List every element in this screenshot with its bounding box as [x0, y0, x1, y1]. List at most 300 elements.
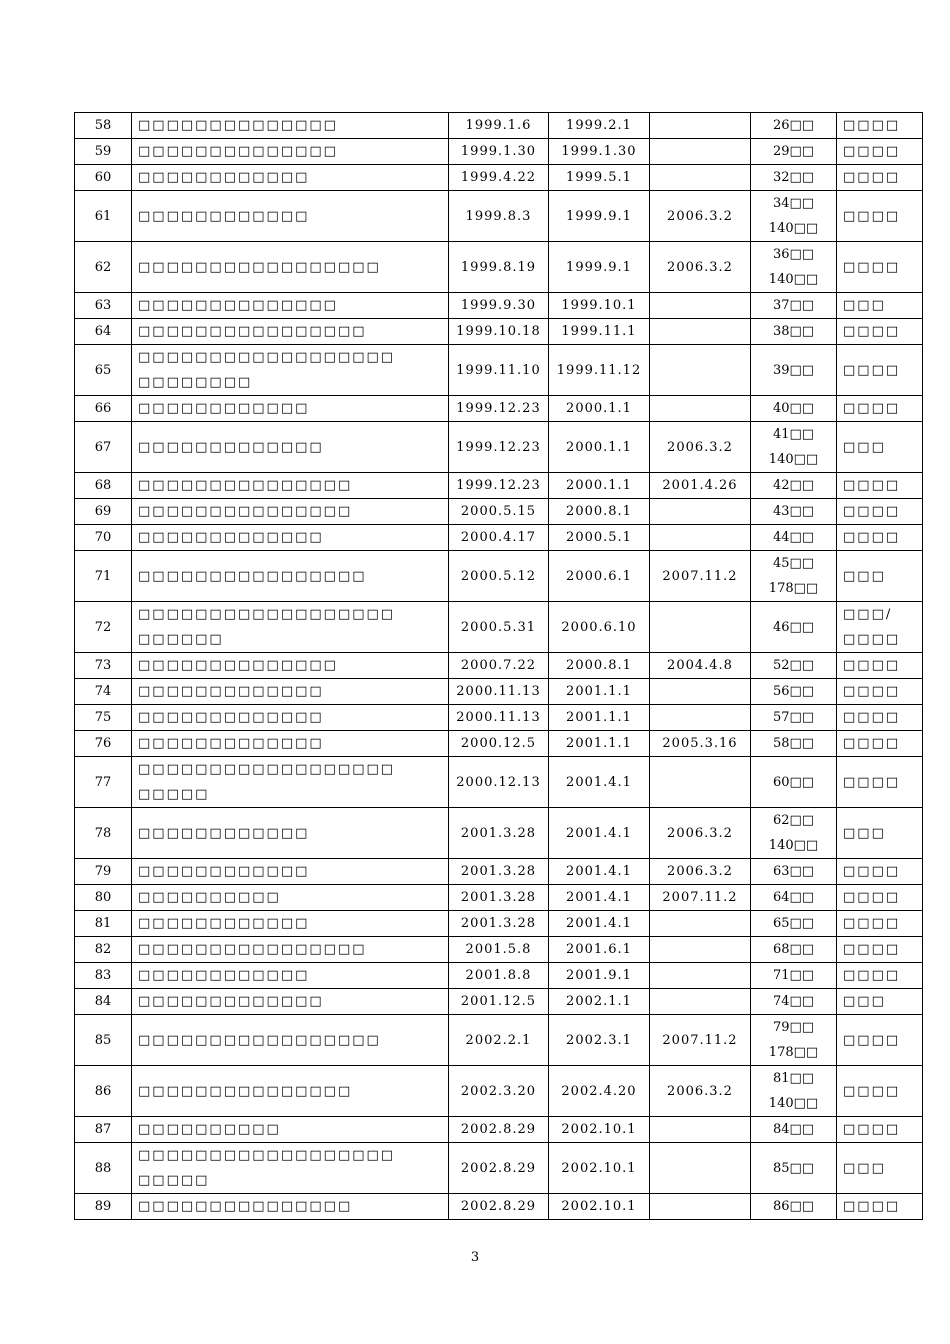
- document-number: [751, 911, 837, 937]
- effective-date: 2000.5.1: [549, 525, 650, 551]
- issued-date: 1999.1.6: [449, 113, 549, 139]
- document-number-line: 84□□: [772, 1122, 815, 1137]
- issued-date: 2001.8.8: [449, 963, 549, 989]
- amended-date: [650, 113, 751, 139]
- status-text: [837, 911, 923, 937]
- status-text-line: □□□: [843, 298, 886, 313]
- document-number-line: 34□□: [772, 196, 815, 211]
- effective-date: 2001.4.1: [549, 757, 650, 808]
- row-number: 73: [75, 653, 132, 679]
- document-number: [751, 731, 837, 757]
- issued-date: 2001.3.28: [449, 808, 549, 859]
- regulation-title: [132, 885, 449, 911]
- document-number-line: 56□□: [772, 684, 815, 699]
- issued-date: 2000.5.12: [449, 551, 549, 602]
- issued-date: 2000.11.13: [449, 679, 549, 705]
- regulation-title: [132, 859, 449, 885]
- regulation-title: [132, 1194, 449, 1220]
- row-number: 89: [75, 1194, 132, 1220]
- status-text: [837, 525, 923, 551]
- status-text: [837, 602, 923, 653]
- status-text-line: □□□: [843, 1160, 886, 1176]
- document-number-line: 178□□: [768, 581, 819, 596]
- document-number-line: 39□□: [772, 362, 815, 378]
- status-text: [837, 859, 923, 885]
- amended-date: [650, 989, 751, 1015]
- table-row: [75, 319, 923, 345]
- document-number-line: 85□□: [772, 1160, 815, 1176]
- regulation-title-line: □□□□□□□□□□□□□□: [138, 144, 338, 159]
- issued-date: 2002.8.29: [449, 1117, 549, 1143]
- document-number-line: 63□□: [772, 864, 815, 879]
- document-number: [751, 396, 837, 422]
- status-text: [837, 1143, 923, 1194]
- document-number-line: 74□□: [772, 994, 815, 1009]
- regulation-title: [132, 499, 449, 525]
- regulation-title-line: □□□□□: [138, 1173, 210, 1188]
- amended-date: [650, 525, 751, 551]
- regulation-title-line: □□□□□□□□□□□□□□□: [138, 1083, 353, 1099]
- row-number: 68: [75, 473, 132, 499]
- regulation-title-line: □□□□□□□□□□□□□□: [138, 658, 338, 673]
- row-number: 78: [75, 808, 132, 859]
- document-number: [751, 165, 837, 191]
- document-number-line: 86□□: [772, 1199, 815, 1214]
- document-number-line: 41□□: [772, 427, 815, 442]
- issued-date: 1999.10.18: [449, 319, 549, 345]
- row-number: 84: [75, 989, 132, 1015]
- document-number: [751, 989, 837, 1015]
- status-text: [837, 345, 923, 396]
- status-text: [837, 113, 923, 139]
- table-row: [75, 731, 923, 757]
- status-text: [837, 963, 923, 989]
- table-row: [75, 653, 923, 679]
- table-row: [75, 963, 923, 989]
- issued-date: 2001.3.28: [449, 885, 549, 911]
- regulation-title: [132, 757, 449, 808]
- row-number: 79: [75, 859, 132, 885]
- regulation-title-line: □□□□□□: [138, 632, 224, 647]
- document-number: [751, 1194, 837, 1220]
- document-number: [751, 139, 837, 165]
- amended-date: [650, 293, 751, 319]
- page-number: 3: [470, 1250, 480, 1265]
- effective-date: 2001.1.1: [549, 731, 650, 757]
- amended-date: [650, 911, 751, 937]
- document-number: [751, 1066, 837, 1117]
- regulation-title-line: □□□□□□□□□□□□: [138, 401, 310, 416]
- status-text: [837, 937, 923, 963]
- issued-date: 2000.5.31: [449, 602, 549, 653]
- row-number: 76: [75, 731, 132, 757]
- regulation-title-line: □□□□□□□□: [138, 375, 253, 390]
- regulation-title-line: □□□□□□□□□□□□□□□□□□: [138, 607, 396, 622]
- document-number-line: 64□□: [772, 890, 815, 905]
- status-text-line: □□□□: [843, 324, 901, 339]
- document-number-line: 52□□: [772, 658, 815, 673]
- document-number-line: 140□□: [768, 221, 819, 236]
- status-text-line: □□□□: [843, 942, 901, 957]
- status-text: [837, 1066, 923, 1117]
- amended-date: [650, 602, 751, 653]
- amended-date: [650, 1143, 751, 1194]
- effective-date: 1999.2.1: [549, 113, 650, 139]
- document-number: [751, 191, 837, 242]
- table-row: [75, 679, 923, 705]
- document-number-line: 71□□: [772, 968, 815, 983]
- amended-date: 2007.11.2: [650, 885, 751, 911]
- row-number: 88: [75, 1143, 132, 1194]
- effective-date: 1999.11.12: [549, 345, 650, 396]
- effective-date: 2001.4.1: [549, 885, 650, 911]
- regulation-title-line: □□□□□□□□□□□□□□□□□□: [138, 762, 396, 777]
- document-number: [751, 242, 837, 293]
- status-text: [837, 396, 923, 422]
- status-text-line: □□□: [843, 439, 886, 455]
- row-number: 87: [75, 1117, 132, 1143]
- regulation-title-line: □□□□□□□□□□□□: [138, 825, 310, 841]
- regulation-title: [132, 937, 449, 963]
- effective-date: 2002.3.1: [549, 1015, 650, 1066]
- document-number: [751, 859, 837, 885]
- table-row: [75, 293, 923, 319]
- regulation-title-line: □□□□□□□□□□□□: [138, 864, 310, 879]
- regulation-title: [132, 422, 449, 473]
- table-row: [75, 191, 923, 242]
- regulation-title-line: □□□□□□□□□□□□□: [138, 736, 324, 751]
- amended-date: [650, 705, 751, 731]
- status-text-line: □□□□: [843, 259, 901, 275]
- regulation-title-line: □□□□□□□□□□□□: [138, 208, 310, 224]
- document-number-line: 58□□: [772, 736, 815, 751]
- regulation-title: [132, 808, 449, 859]
- effective-date: 2001.4.1: [549, 911, 650, 937]
- issued-date: 1999.12.23: [449, 396, 549, 422]
- row-number: 85: [75, 1015, 132, 1066]
- document-number: [751, 602, 837, 653]
- table-row: [75, 396, 923, 422]
- table-row: [75, 165, 923, 191]
- issued-date: 2000.5.15: [449, 499, 549, 525]
- effective-date: 2000.6.1: [549, 551, 650, 602]
- status-text: [837, 422, 923, 473]
- regulation-title: [132, 602, 449, 653]
- row-number: 83: [75, 963, 132, 989]
- document-number-line: 43□□: [772, 504, 815, 519]
- amended-date: [650, 757, 751, 808]
- row-number: 63: [75, 293, 132, 319]
- status-text: [837, 705, 923, 731]
- effective-date: 1999.9.1: [549, 242, 650, 293]
- status-text: [837, 242, 923, 293]
- issued-date: 1999.8.19: [449, 242, 549, 293]
- effective-date: 1999.10.1: [549, 293, 650, 319]
- document-number-line: 140□□: [768, 272, 819, 287]
- table-row: [75, 757, 923, 808]
- row-number: 64: [75, 319, 132, 345]
- regulation-title-line: □□□□□□□□□□□□□□□□□□: [138, 350, 396, 365]
- regulation-title: [132, 1015, 449, 1066]
- issued-date: 2001.5.8: [449, 937, 549, 963]
- amended-date: [650, 139, 751, 165]
- status-text-line: □□□□: [843, 401, 901, 416]
- document-number: [751, 757, 837, 808]
- document-number-line: 37□□: [772, 298, 815, 313]
- status-text-line: □□□□: [843, 170, 901, 185]
- table-row: [75, 422, 923, 473]
- regulation-title: [132, 525, 449, 551]
- effective-date: 2001.1.1: [549, 705, 650, 731]
- status-text: [837, 679, 923, 705]
- document-number: [751, 1015, 837, 1066]
- issued-date: 1999.12.23: [449, 473, 549, 499]
- regulation-title-line: □□□□□□□□□□□□□□□□: [138, 942, 367, 957]
- status-text: [837, 165, 923, 191]
- table-row: [75, 1194, 923, 1220]
- status-text-line: □□□□: [843, 478, 901, 493]
- status-text-line: □□□□: [843, 632, 901, 647]
- amended-date: [650, 937, 751, 963]
- table-row: [75, 705, 923, 731]
- row-number: 75: [75, 705, 132, 731]
- amended-date: [650, 319, 751, 345]
- document-number-line: 140□□: [768, 1096, 819, 1111]
- amended-date: [650, 1194, 751, 1220]
- status-text: [837, 139, 923, 165]
- table-row: [75, 473, 923, 499]
- regulation-title: [132, 191, 449, 242]
- document-number: [751, 499, 837, 525]
- table-row: [75, 911, 923, 937]
- issued-date: 2001.3.28: [449, 859, 549, 885]
- status-text: [837, 1117, 923, 1143]
- issued-date: 2002.8.29: [449, 1194, 549, 1220]
- status-text-line: □□□□: [843, 118, 901, 133]
- row-number: 59: [75, 139, 132, 165]
- regulation-title-line: □□□□□□□□□□□□: [138, 170, 310, 185]
- regulation-title-line: □□□□□□□□□□□□□□□: [138, 1199, 353, 1214]
- table-row: [75, 345, 923, 396]
- effective-date: 2001.4.1: [549, 859, 650, 885]
- status-text-line: □□□□: [843, 658, 901, 673]
- status-text-line: □□□□: [843, 144, 901, 159]
- regulation-title-line: □□□□□□□□□□: [138, 890, 281, 905]
- regulation-title-line: □□□□□: [138, 787, 210, 802]
- status-text-line: □□□□: [843, 684, 901, 699]
- regulations-table: [74, 112, 923, 1220]
- document-number: [751, 525, 837, 551]
- status-text-line: □□□: [843, 568, 886, 584]
- regulation-title-line: □□□□□□□□□□□□□□□: [138, 504, 353, 519]
- effective-date: 2002.10.1: [549, 1194, 650, 1220]
- status-text-line: □□□□: [843, 1199, 901, 1214]
- regulation-title: [132, 345, 449, 396]
- status-text: [837, 1194, 923, 1220]
- row-number: 74: [75, 679, 132, 705]
- row-number: 58: [75, 113, 132, 139]
- amended-date: 2006.3.2: [650, 1066, 751, 1117]
- document-number: [751, 551, 837, 602]
- regulation-title: [132, 1117, 449, 1143]
- document-number: [751, 473, 837, 499]
- document-number: [751, 963, 837, 989]
- table-row: [75, 1117, 923, 1143]
- regulation-title: [132, 705, 449, 731]
- effective-date: 1999.9.1: [549, 191, 650, 242]
- document-number-line: 60□□: [772, 774, 815, 790]
- effective-date: 2000.1.1: [549, 422, 650, 473]
- table-row: [75, 1066, 923, 1117]
- regulation-title: [132, 653, 449, 679]
- document-number-line: 38□□: [772, 324, 815, 339]
- regulation-title-line: □□□□□□□□□□□□□: [138, 684, 324, 699]
- regulation-title: [132, 679, 449, 705]
- table-row: [75, 989, 923, 1015]
- amended-date: 2006.3.2: [650, 242, 751, 293]
- amended-date: 2006.3.2: [650, 859, 751, 885]
- status-text-line: □□□□: [843, 864, 901, 879]
- document-number-line: 26□□: [772, 118, 815, 133]
- effective-date: 2000.1.1: [549, 473, 650, 499]
- amended-date: [650, 679, 751, 705]
- status-text: [837, 293, 923, 319]
- document-number-line: 42□□: [772, 478, 815, 493]
- effective-date: 2000.8.1: [549, 499, 650, 525]
- regulation-title-line: □□□□□□□□□□□□: [138, 968, 310, 983]
- status-text: [837, 319, 923, 345]
- row-number: 82: [75, 937, 132, 963]
- row-number: 70: [75, 525, 132, 551]
- regulation-title-line: □□□□□□□□□□□□: [138, 916, 310, 931]
- issued-date: 2001.3.28: [449, 911, 549, 937]
- regulation-title-line: □□□□□□□□□□□□□□□□: [138, 568, 367, 584]
- status-text: [837, 499, 923, 525]
- regulation-title: [132, 139, 449, 165]
- amended-date: 2006.3.2: [650, 808, 751, 859]
- document-number: [751, 679, 837, 705]
- regulation-title: [132, 989, 449, 1015]
- row-number: 66: [75, 396, 132, 422]
- effective-date: 2000.8.1: [549, 653, 650, 679]
- table-row: [75, 551, 923, 602]
- regulations-table-body: [75, 113, 923, 1220]
- regulation-title-line: □□□□□□□□□□□□□□□□□: [138, 259, 381, 275]
- status-text-line: □□□□: [843, 1083, 901, 1099]
- status-text-line: □□□□: [843, 1032, 901, 1048]
- status-text-line: □□□: [843, 825, 886, 841]
- document-number: [751, 319, 837, 345]
- effective-date: 2001.4.1: [549, 808, 650, 859]
- document-number-line: 68□□: [772, 942, 815, 957]
- status-text: [837, 1015, 923, 1066]
- document-number-line: 140□□: [768, 452, 819, 467]
- document-number: [751, 808, 837, 859]
- row-number: 71: [75, 551, 132, 602]
- status-text-line: □□□□: [843, 504, 901, 519]
- row-number: 77: [75, 757, 132, 808]
- effective-date: 2000.6.10: [549, 602, 650, 653]
- status-text: [837, 653, 923, 679]
- row-number: 80: [75, 885, 132, 911]
- effective-date: 2002.10.1: [549, 1117, 650, 1143]
- document-number-line: 178□□: [768, 1045, 819, 1060]
- regulation-title-line: □□□□□□□□□□□□□: [138, 994, 324, 1009]
- regulation-title: [132, 1143, 449, 1194]
- effective-date: 2001.9.1: [549, 963, 650, 989]
- document-number-line: 46□□: [772, 619, 815, 635]
- document-number-line: 57□□: [772, 710, 815, 725]
- table-row: [75, 808, 923, 859]
- status-text-line: □□□□: [843, 736, 901, 751]
- status-text: [837, 808, 923, 859]
- status-text-line: □□□□: [843, 208, 901, 224]
- regulation-title-line: □□□□□□□□□□□□□□□□□□: [138, 1148, 396, 1163]
- table-row: [75, 113, 923, 139]
- row-number: 86: [75, 1066, 132, 1117]
- amended-date: [650, 499, 751, 525]
- status-text-line: □□□□: [843, 916, 901, 931]
- document-number-line: 44□□: [772, 530, 815, 545]
- document-number: [751, 422, 837, 473]
- regulation-title: [132, 551, 449, 602]
- status-text-line: □□□□: [843, 710, 901, 725]
- regulation-title: [132, 242, 449, 293]
- issued-date: 1999.9.30: [449, 293, 549, 319]
- effective-date: 2000.1.1: [549, 396, 650, 422]
- regulation-title-line: □□□□□□□□□□□□□□□□: [138, 324, 367, 339]
- document-number: [751, 1117, 837, 1143]
- row-number: 67: [75, 422, 132, 473]
- status-text: [837, 731, 923, 757]
- issued-date: 2000.4.17: [449, 525, 549, 551]
- document-number-line: 140□□: [768, 838, 819, 853]
- table-row: [75, 139, 923, 165]
- status-text: [837, 191, 923, 242]
- status-text: [837, 757, 923, 808]
- status-text-line: □□□/: [843, 607, 893, 622]
- regulation-title-line: □□□□□□□□□□□□□: [138, 530, 324, 545]
- issued-date: 2000.12.13: [449, 757, 549, 808]
- effective-date: 2001.6.1: [549, 937, 650, 963]
- table-row: [75, 602, 923, 653]
- effective-date: 2001.1.1: [549, 679, 650, 705]
- status-text: [837, 473, 923, 499]
- row-number: 61: [75, 191, 132, 242]
- regulation-title: [132, 113, 449, 139]
- issued-date: 2000.11.13: [449, 705, 549, 731]
- issued-date: 1999.8.3: [449, 191, 549, 242]
- issued-date: 2001.12.5: [449, 989, 549, 1015]
- regulation-title: [132, 963, 449, 989]
- regulation-title-line: □□□□□□□□□□: [138, 1122, 281, 1137]
- effective-date: 1999.5.1: [549, 165, 650, 191]
- regulation-title-line: □□□□□□□□□□□□□□: [138, 298, 338, 313]
- status-text-line: □□□□: [843, 890, 901, 905]
- issued-date: 2002.2.1: [449, 1015, 549, 1066]
- amended-date: [650, 1117, 751, 1143]
- status-text: [837, 551, 923, 602]
- amended-date: 2007.11.2: [650, 1015, 751, 1066]
- document-number: [751, 653, 837, 679]
- regulation-title: [132, 731, 449, 757]
- amended-date: 2004.4.8: [650, 653, 751, 679]
- table-row: [75, 1143, 923, 1194]
- status-text-line: □□□: [843, 994, 886, 1009]
- effective-date: 1999.1.30: [549, 139, 650, 165]
- regulation-title-line: □□□□□□□□□□□□□: [138, 710, 324, 725]
- status-text-line: □□□□: [843, 1122, 901, 1137]
